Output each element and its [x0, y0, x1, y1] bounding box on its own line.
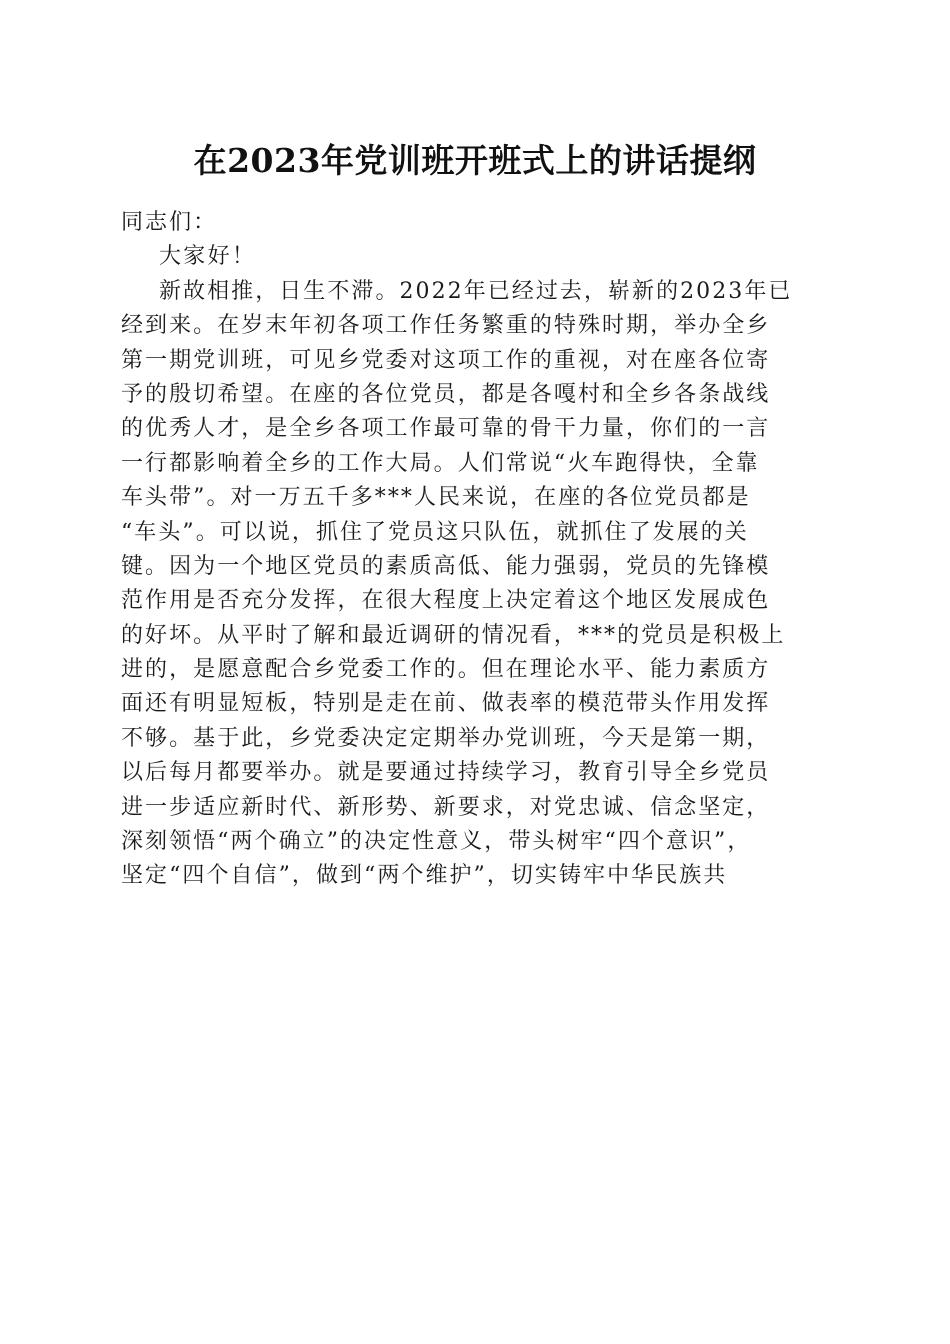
document-title: 在2023年党训班开班式上的讲话提纲: [193, 141, 757, 180]
paragraph-line: 不够。基于此，乡党委决定定期举办党训班，今天是第一期，: [121, 725, 771, 751]
paragraph-line: 面还有明显短板，特别是走在前、做表率的模范带头作用发挥: [121, 691, 771, 717]
paragraph-line: 车头带”。对一万五千多***人民来说，在座的各位党员都是: [121, 485, 751, 511]
paragraph-line: 的优秀人才，是全乡各项工作最可靠的骨干力量，你们的一言: [121, 416, 771, 442]
paragraph-line: 深刻领悟“两个确立”的决定性意义，带头树牢“四个意识”，: [121, 829, 752, 855]
paragraph-line: 新故相推，日生不滞。2022年已经过去，崭新的2023年已: [159, 278, 793, 304]
paragraph-line: 以后每月都要举办。就是要通过持续学习，教育引导全乡党员: [121, 760, 771, 786]
paragraph-line: 范作用是否充分发挥，在很大程度上决定着这个地区发展成色: [121, 588, 771, 614]
paragraph-line: 坚定“四个自信”，做到“两个维护”，切实铸牢中华民族共: [121, 863, 728, 889]
paragraph-line: 一行都影响着全乡的工作大局。人们常说“火车跑得快，全靠: [121, 450, 760, 476]
paragraph-line: 键。因为一个地区党员的素质高低、能力强弱，党员的先锋模: [121, 553, 771, 579]
paragraph-line: 进一步适应新时代、新形势、新要求，对党忠诚、信念坚定，: [121, 794, 771, 820]
paragraph-line: 第一期党训班，可见乡党委对这项工作的重视，对在座各位寄: [121, 347, 771, 373]
paragraph-line: “车头”。可以说，抓住了党员这只队伍，就抓住了发展的关: [121, 519, 749, 545]
greeting: 大家好！: [159, 244, 257, 270]
paragraph-line: 经到来。在岁末年初各项工作任务繁重的特殊时期，举办全乡: [121, 313, 771, 339]
document-body: [121, 206, 826, 894]
paragraph-line: 予的殷切希望。在座的各位党员，都是各嘎村和全乡各条战线: [121, 381, 771, 407]
salutation: 同志们：: [121, 210, 218, 235]
paragraph-line: 的好坏。从平时了解和最近调研的情况看，***的党员是积极上: [121, 622, 786, 648]
paragraph-line: 进的，是愿意配合乡党委工作的。但在理论水平、能力素质方: [121, 657, 771, 683]
